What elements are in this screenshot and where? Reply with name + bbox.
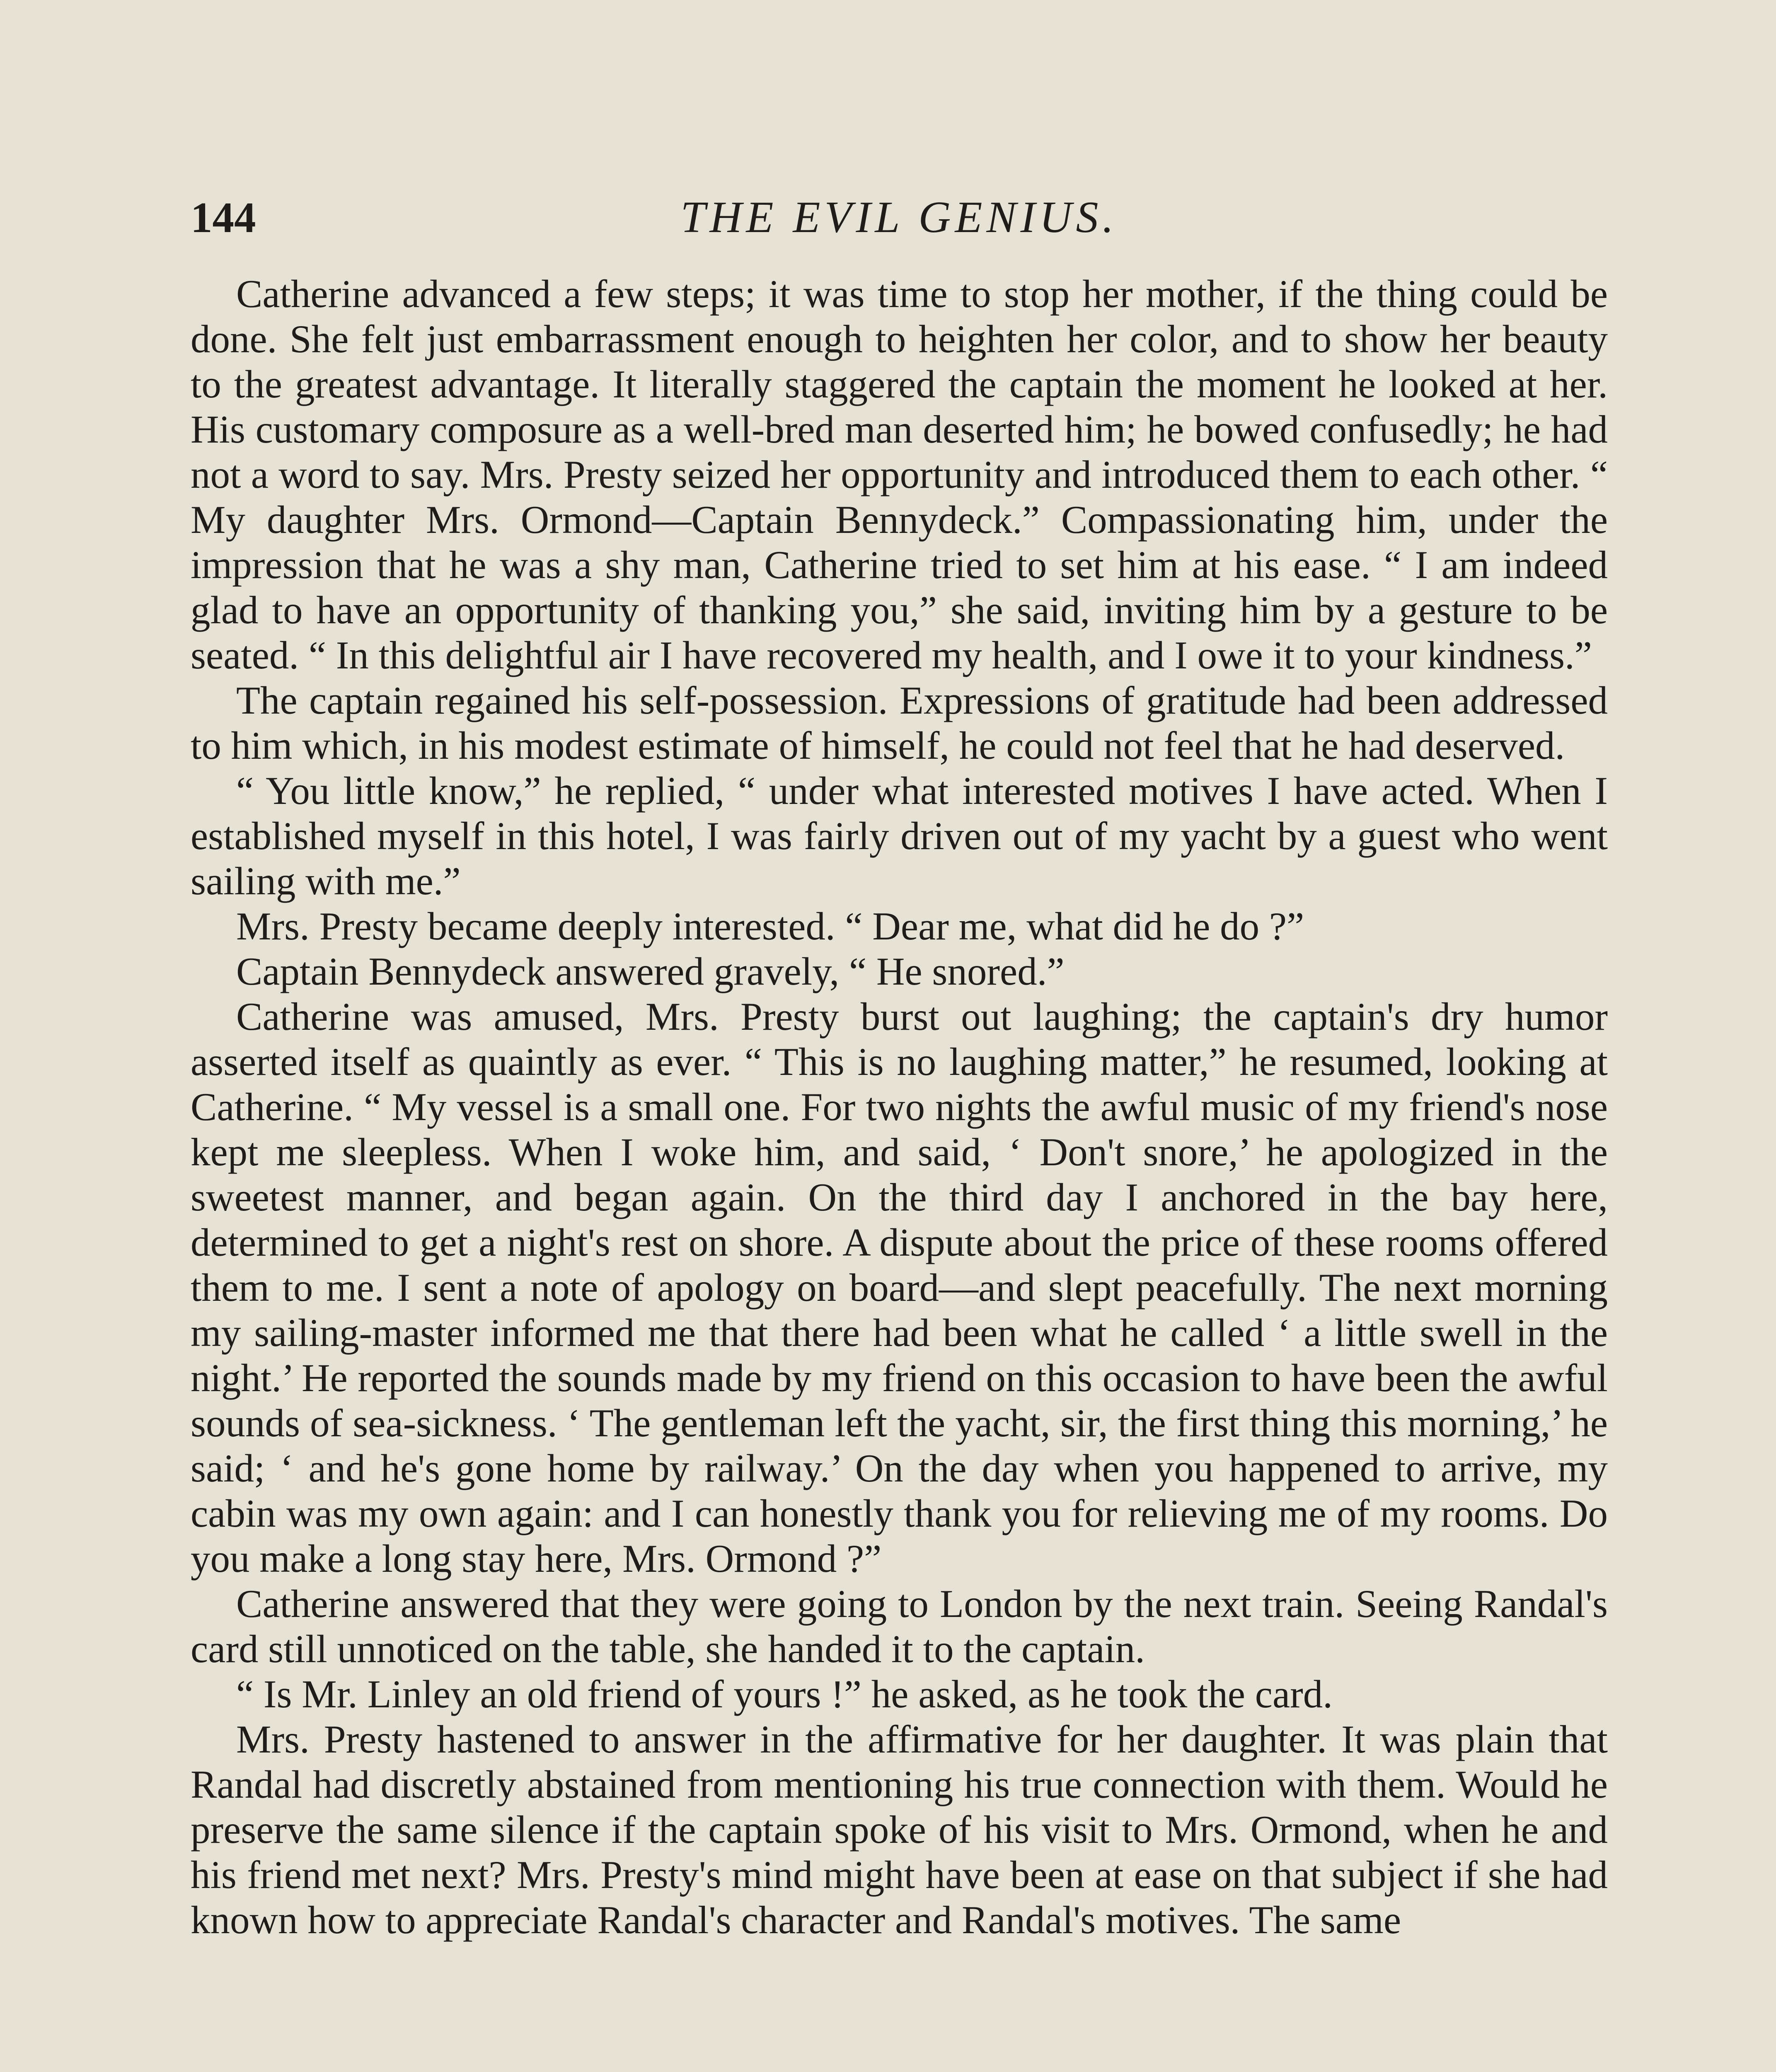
paragraph: Mrs. Presty hastened to answer in the affirmative for her daughter. It was plain that Randal had discretly abstained from mentioning his true connection with them. Would he preserve the same silence if the captain spoke of his visit to Mrs. Ormond, when he and his friend met next? Mrs. Presty's mind might have been at ease on that subject if she had known how to appreciate Randal's character and Randal's motives. The same <box>191 1717 1608 1942</box>
page-number: 144 <box>191 193 256 242</box>
running-title: THE EVIL GENIUS. <box>680 193 1118 242</box>
page-body <box>191 271 1608 1943</box>
paragraph: Captain Bennydeck answered gravely, “ He snored.” <box>236 949 1065 993</box>
paragraph: “ You little know,” he replied, “ under what interested motives I have acted. When I established myself in this hotel, I was fairly driven out of my yacht by a guest who went sailing with me.” <box>191 769 1608 903</box>
page-header <box>191 182 1608 253</box>
paragraph: Catherine advanced a few steps; it was time to stop her mother, if the thing could be done. She felt just embarrassment enough to heighten her color, and to show her beauty to the greatest advantage. It literally staggered the captain the moment he looked at her. His customary composure as a well-bred man deserted him; he bowed confusedly; he had not a word to say. Mrs. Presty seized her opportunity and introduced them to each other. “ My daughter Mrs. Ormond—Captain Bennydeck.” Compassionating him, under the impression that he was a shy man, Catherine tried to set him at his ease. “ I am indeed glad to have an opportunity of thanking you,” she said, inviting him by a gesture to be seated. “ In this delightful air I have recovered my health, and I owe it to your kindness.” <box>191 272 1608 677</box>
paragraph: Catherine answered that they were going to London by the next train. Seeing Randal's card still unnoticed on the table, she handed it to the captain. <box>191 1582 1608 1671</box>
paragraph: Mrs. Presty became deeply interested. “ Dear me, what did he do ?” <box>236 904 1304 948</box>
paragraph: The captain regained his self-possession. Expressions of gratitude had been addressed to him which, in his modest estimate of himself, he could not feel that he had deserved. <box>191 678 1608 767</box>
paragraph: Catherine was amused, Mrs. Presty burst out laughing; the captain's dry humor asserted itself as quaintly as ever. “ This is no laughing matter,” he resumed, looking at Catherine. “ My vessel is a small one. For two nights the awful music of my friend's nose kept me sleepless. When I woke him, and said, ‘ Don't snore,’ he apologized in the sweetest manner, and began again. On the third day I anchored in the bay here, determined to get a night's rest on shore. A dispute about the price of these rooms offered them to me. I sent a note of apology on board—and slept peacefully. The next morning my sailing-master informed me that there had been what he called ‘ a little swell in the night.’ He reported the sounds made by my friend on this occasion to have been the awful sounds of sea-sickness. ‘ The gentleman left the yacht, sir, the first thing this morning,’ he said; ‘ and he's gone home by railway.’ On the day when you happened to arrive, my cabin was my own again: and I can honestly thank you for relieving me of my rooms. Do you make a long stay here, Mrs. Ormond ?” <box>191 995 1608 1581</box>
paragraph: “ Is Mr. Linley an old friend of yours !” he asked, as he took the card. <box>236 1672 1333 1716</box>
